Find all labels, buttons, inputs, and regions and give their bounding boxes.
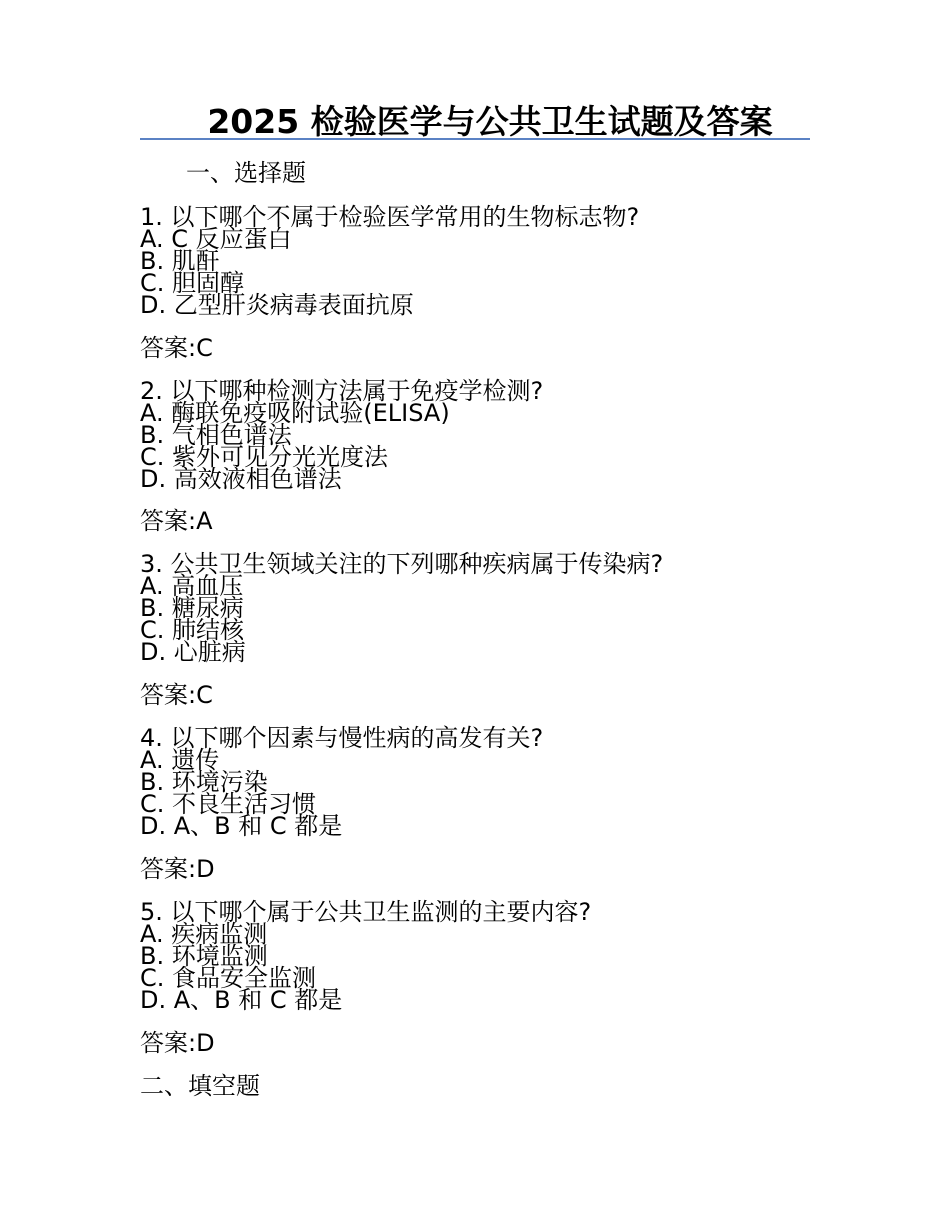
option: B. 糖尿病: [140, 594, 244, 622]
option: A. C 反应蛋白: [140, 225, 292, 253]
option: D. 乙型肝炎病毒表面抗原: [140, 291, 414, 319]
option-list: [140, 746, 343, 840]
option-list: [140, 920, 343, 1014]
option-list: [140, 399, 450, 493]
option-list: [140, 225, 414, 319]
answer: 答案:D: [140, 855, 215, 883]
question-stem: 5. 以下哪个属于公共卫生监测的主要内容?: [140, 898, 592, 926]
option: C. 胆固醇: [140, 269, 245, 297]
option: D. A、B 和 C 都是: [140, 986, 343, 1014]
option-list: [140, 572, 246, 666]
option: C. 不良生活习惯: [140, 790, 317, 818]
question-stem: 4. 以下哪个因素与慢性病的高发有关?: [140, 724, 544, 752]
option: D. A、B 和 C 都是: [140, 812, 343, 840]
option: D. 高效液相色谱法: [140, 465, 342, 493]
section-heading-fill-blank: 二、填空题: [140, 1072, 260, 1100]
option: D. 心脏病: [140, 638, 246, 666]
document-title: 2025 检验医学与公共卫生试题及答案: [207, 102, 773, 141]
answer: 答案:A: [140, 507, 213, 535]
answer: 答案:C: [140, 681, 213, 709]
question-stem: 2. 以下哪种检测方法属于免疫学检测?: [140, 377, 544, 405]
option: B. 肌酐: [140, 247, 220, 275]
question-stem: 3. 公共卫生领域关注的下列哪种疾病属于传染病?: [140, 550, 664, 578]
option: A. 疾病监测: [140, 920, 268, 948]
title-underline: [140, 138, 810, 140]
option: A. 遗传: [140, 746, 220, 774]
answer: 答案:D: [140, 1029, 215, 1057]
answer: 答案:C: [140, 334, 213, 362]
option: A. 酶联免疫吸附试验(ELISA): [140, 399, 450, 427]
option: B. 环境污染: [140, 768, 268, 796]
option: C. 紫外可见分光光度法: [140, 443, 389, 471]
section-heading-choice: 一、选择题: [186, 159, 306, 187]
option: A. 高血压: [140, 572, 244, 600]
option: B. 环境监测: [140, 942, 268, 970]
option: C. 食品安全监测: [140, 964, 317, 992]
option: B. 气相色谱法: [140, 421, 292, 449]
option: C. 肺结核: [140, 616, 245, 644]
question-stem: 1. 以下哪个不属于检验医学常用的生物标志物?: [140, 203, 640, 231]
